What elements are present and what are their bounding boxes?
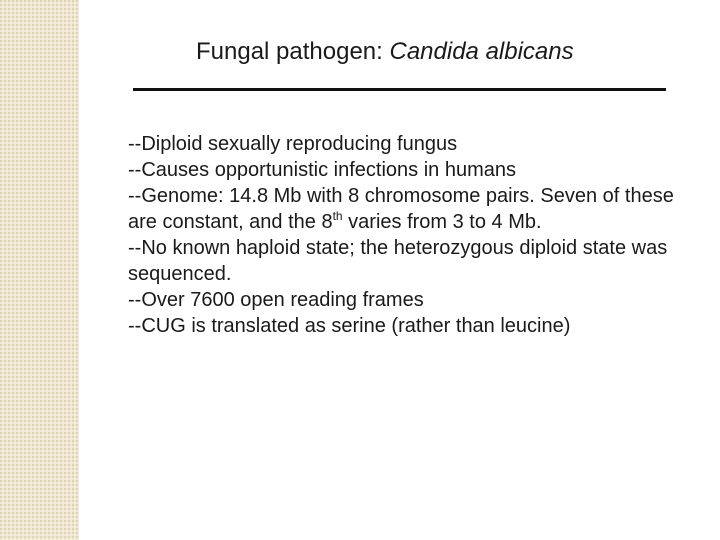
bullet-genome-text-start: --Genome: 14.8 Mb with 8 chromosome pairs. Seven of these are constant, and the 8 (128, 185, 674, 233)
bullet-genome (128, 183, 698, 235)
slide-title-species: Candida albicans (389, 38, 574, 65)
title-underline-rule (133, 88, 666, 91)
decorative-side-band (0, 0, 79, 540)
bullet-haploid: --No known haploid state; the heterozygous diploid state was sequenced. (128, 237, 668, 285)
slide-title-prefix: Fungal pathogen: (196, 38, 390, 65)
bullet-cug: --CUG is translated as serine (rather than leucine) (128, 315, 571, 337)
slide-title (196, 36, 676, 68)
bullet-infections: --Causes opportunistic infections in humans (128, 159, 516, 181)
bullet-genome-superscript: th (332, 209, 343, 223)
bullet-diploid: --Diploid sexually reproducing fungus (128, 133, 458, 155)
bullet-list (128, 131, 698, 339)
bullet-genome-text-end: varies from 3 to 4 Mb. (342, 211, 542, 233)
bullet-orfs: --Over 7600 open reading frames (128, 289, 424, 311)
